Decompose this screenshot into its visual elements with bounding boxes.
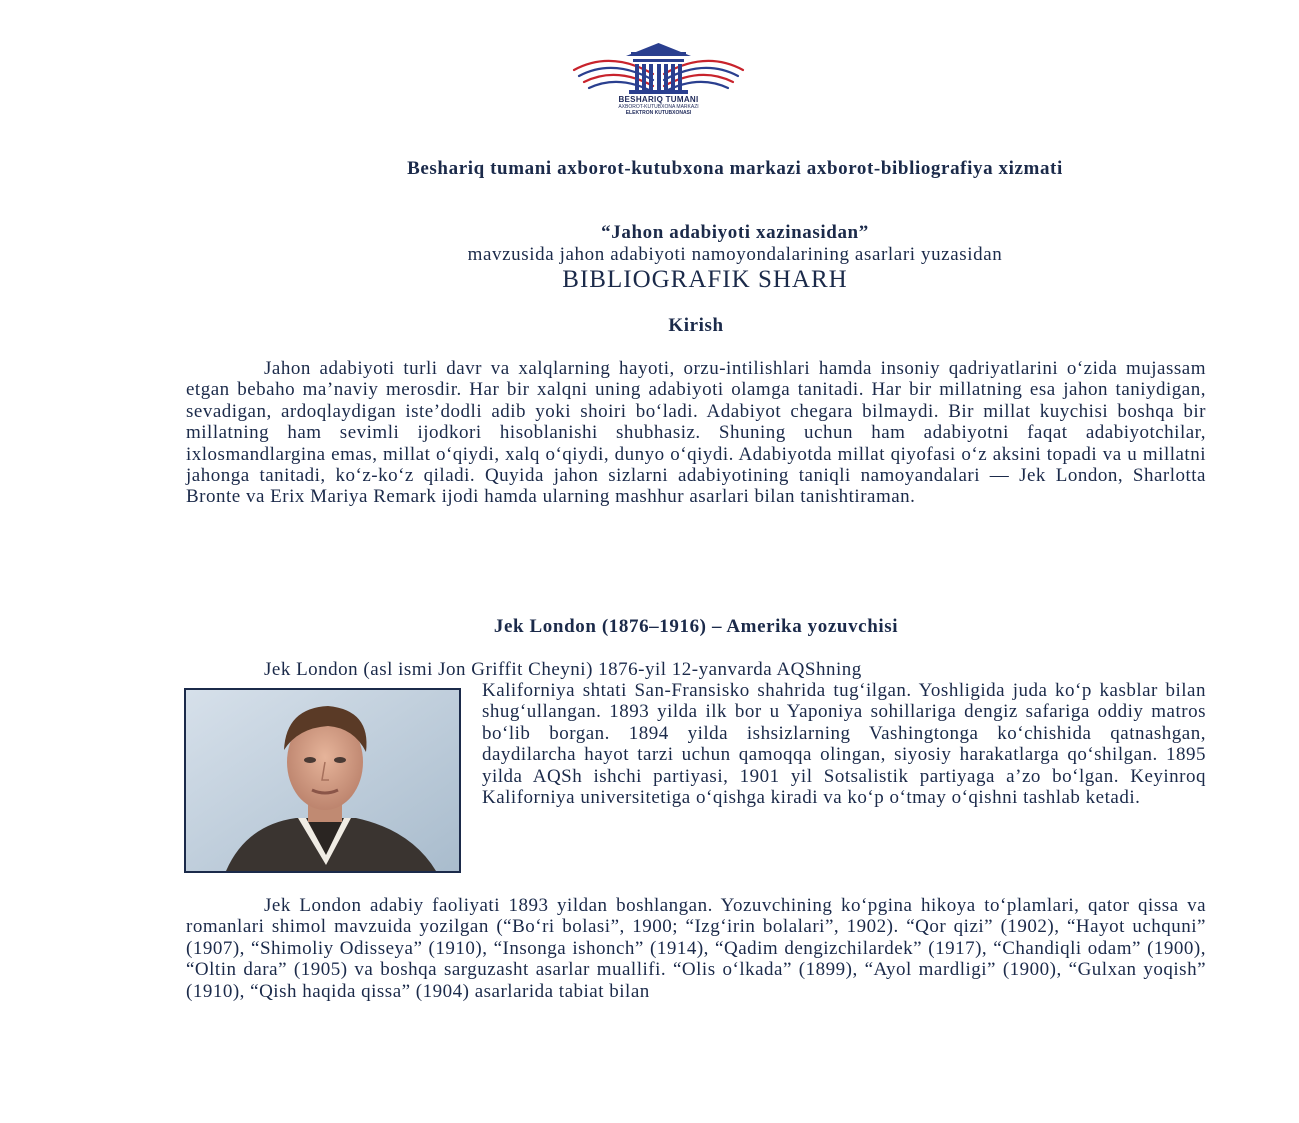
bio-paragraph: Kaliforniya shtati San-Fransisko shahrida tug‘ilgan. Yoshligida juda ko‘p kasblar bilan shug‘ullangan. 1893 yilda ilk bor u Yaponiya sohillariga dengiz safariga oddiy matros bo‘lib borgan. 1894 yilda ishsizlarning Vashingtonga ko‘chishida qatnashgan, daydilarcha hayot tarzi uchun qamoqqa olingan, siyosiy harakatlarga qo‘shilgan. 1895 yilda AQSh ishchi partiyasi, 1901 yil Sotsalistik partiyaga a’zo bo‘lgan. Keyinroq Kaliforniya universitetiga o‘qishga kiradi va ko‘p o‘tmay o‘qishni tashlab ketadi. — [482, 680, 1206, 809]
jek-london-heading: Jek London (1876–1916) – Amerika yozuvchisi — [493, 616, 899, 637]
page-title: BIBLIOGRAFIK SHARH — [562, 266, 848, 293]
intro-heading: Kirish — [668, 315, 724, 336]
jek-london-portrait — [184, 688, 461, 873]
logo-line-1: BESHARIQ TUMANI — [618, 95, 699, 104]
logo-line-3: ELEKTRON KUTUBXONASI — [625, 110, 692, 116]
organization-title: Beshariq tumani axborot-kutubxona markazi axborot-bibliografiya xizmati — [407, 158, 1063, 179]
theme-block — [290, 222, 1180, 266]
logo-line-2: AXBOROT-KUTUBXONA MARKAZI — [618, 104, 699, 110]
intro-paragraph: Jahon adabiyoti turli davr va xalqlarning hayoti, orzu-intilishlari hamda insoniy qadriyatlarini o‘zida mujassam etgan bebaho ma’naviy merosdir. Har bir xalqni uning adabiyoti olamga tanitadi. Har bir millatning esa jahon taniydigan, sevadigan, ardoqlaydigan iste’dodli adib yoki shoiri bo‘ladi. Adabiyot chegara bilmaydi. Bir millat kuychisi boshqa bir millatning ham sevimli ijodkori hisoblanishi shubhasiz. Shuning uchun ham adabiyotni faqat adabiyotchilar, ixlosmandlargina emas, millat o‘qiydi, xalq o‘qiydi, dunyo o‘qiydi. Adabiyotda millat qiyofasi o‘z aksini topadi va u millatni jahonga tanitadi, ko‘z-ko‘z qiladi. Quyida jahon sizlarni adabiyotining taniqli namoyandalari — Jek London, Sharlotta Bronte va Erix Mariya Remark ijodi hamda ularning mashhur asarlari bilan tanishtiraman. — [186, 358, 1206, 508]
theme-title: “Jahon adabiyoti xazinasidan” — [601, 222, 869, 243]
logo-caption — [571, 96, 746, 116]
bio-first-line: Jek London (asl ismi Jon Griffit Cheyni) 1876-yil 12-yanvarda AQShning — [264, 659, 862, 680]
theme-description: mavzusida jahon adabiyoti namoyondalarining asarlari yuzasidan — [467, 244, 1003, 265]
literary-paragraph: Jek London adabiy faoliyati 1893 yildan boshlangan. Yozuvchining ko‘pgina hikoya to‘plamlari, qator qissa va romanlari shimol mavzuida yozilgan (“Bo‘ri bolasi”, 1900; “Izg‘irin bolalari”, 1902). “Qor qizi” (1902), “Hayot uchquni” (1907), “Shimoliy Odisseya” (1910), “Insonga ishonch” (1914), “Qadim dengizchilardek” (1917), “Chandiqli odam” (1900), “Oltin dara” (1905) va boshqa sarguzasht asarlar muallifi. “Olis o‘lkada” (1899), “Ayol mardligi” (1900), “Gulxan yoqish” (1910), “Qish haqida qissa” (1904) asarlarida tabiat bilan — [186, 895, 1206, 1002]
